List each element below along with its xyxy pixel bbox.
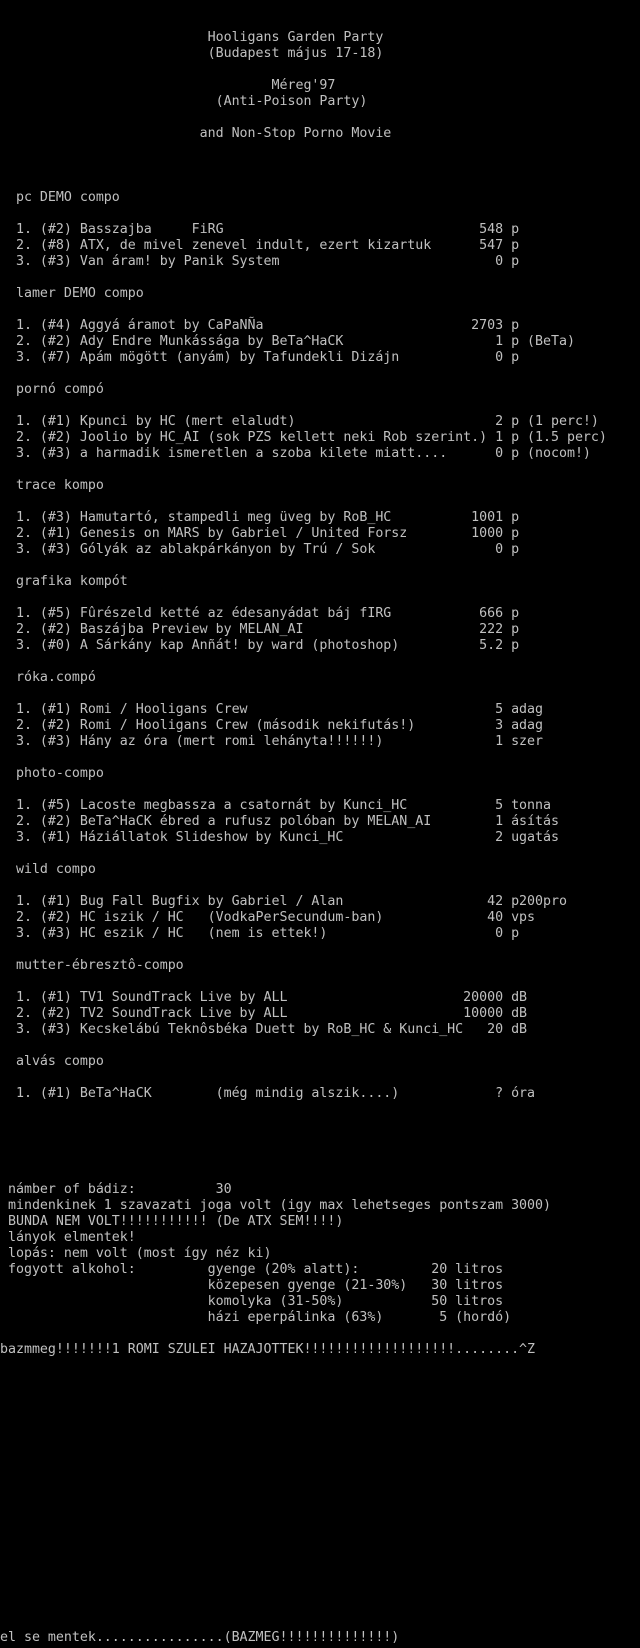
stats-line-bunda: BUNDA NEM VOLT!!!!!!!!!!! (De ATX SEM!!!!) [0,1214,344,1229]
result-line: 3. (#3) a harmadik ismeretlen a szoba kilete miatt.... 0 p (nocom!) [0,446,591,461]
stats-line-alcohol: közepesen gyenge (21-30%) 30 litros [0,1278,504,1293]
result-line: 2. (#2) BeTa^HaCK ébred a rufusz polóban by MELAN_AI 1 ásítás [0,814,559,829]
shout-line: bazmmeg!!!!!!!1 ROMI SZULEI HAZAJOTTEK!!!!!!!!!!!!!!!!!!!........^Z [0,1342,536,1357]
compo-title-mutter-ebreszto: mutter-ébresztô-compo [0,958,184,973]
stats-line-alcohol: komolyka (31-50%) 50 litros [0,1294,504,1309]
party-location-date: (Budapest május 17-18) [0,46,384,61]
compo-title-pc-demo: pc DEMO compo [0,190,120,205]
result-line: 1. (#1) Bug Fall Bugfix by Gabriel / Alan 42 p200pro [0,894,567,909]
result-line: 2. (#1) Genesis on MARS by Gabriel / United Forsz 1000 p [0,526,520,541]
result-line: 1. (#3) Hamutartó, stampedli meg üveg by RoB_HC 1001 p [0,510,520,525]
result-line: 3. (#3) Gólyák az ablakpárkányon by Trú / Sok 0 p [0,542,520,557]
party-title: Hooligans Garden Party [0,30,384,45]
result-line: 2. (#2) TV2 SoundTrack Live by ALL 10000 dB [0,1006,528,1021]
party-name: Méreg'97 [0,78,336,93]
result-line: 1. (#5) Lacoste megbassza a csatornát by Kunci_HC 5 tonna [0,798,551,813]
stats-line-alcohol: házi eperpálinka (63%) 5 (hordó) [0,1310,512,1325]
result-line: 3. (#1) Háziállatok Slideshow by Kunci_HC 2 ugatás [0,830,559,845]
compo-title-lamer-demo: lamer DEMO compo [0,286,144,301]
result-line: 1. (#2) Basszajba FiRG 548 p [0,222,520,237]
result-line: 1. (#4) Aggyá áramot by CaPaNÑa 2703 p [0,318,520,333]
result-line: 1. (#1) Kpunci by HC (mert elaludt) 2 p (1 perc!) [0,414,599,429]
compo-title-alvas: alvás compo [0,1054,104,1069]
result-line: 3. (#7) Apám mögött (anyám) by Tafundekli Dizájn 0 p [0,350,520,365]
party-name-subtitle: (Anti-Poison Party) [0,94,368,109]
result-line: 3. (#3) Kecskelábú Teknôsbéka Duett by RoB_HC & Kunci_HC 20 dB [0,1022,528,1037]
stats-line-votes: mindenkinek 1 szavazati joga volt (igy max lehetseges pontszam 3000) [0,1198,551,1213]
compo-title-porno: pornó compó [0,382,104,397]
compo-title-grafika: grafika kompót [0,574,128,589]
result-line: 2. (#8) ATX, de mivel zenevel indult, ezert kizartuk 547 p [0,238,520,253]
party-extra-line: and Non-Stop Porno Movie [0,126,392,141]
stats-line-alcohol: fogyott alkohol: gyenge (20% alatt): 20 litros [0,1262,504,1277]
compo-title-trace: trace kompo [0,478,104,493]
result-line: 3. (#3) Van áram! by Panik System 0 p [0,254,520,269]
result-line: 1. (#1) Romi / Hooligans Crew 5 adag [0,702,544,717]
result-line: 1. (#5) Fûrészeld ketté az édesanyádat báj fIRG 666 p [0,606,520,621]
stats-line-visitors: námber of bádiz: 30 [0,1182,232,1197]
result-line: 3. (#3) Hány az óra (mert romi lehányta!!!!!!) 1 szer [0,734,544,749]
footer-line: el se mentek................(BAZMEG!!!!!!!!!!!!!!) [0,1630,400,1645]
result-line: 3. (#3) HC eszik / HC (nem is ettek!) 0 p [0,926,520,941]
result-line: 2. (#2) Ady Endre Munkássága by BeTa^HaCK 1 p (BeTa) [0,334,575,349]
stats-line-girls: lányok elmentek! [0,1230,136,1245]
compo-title-wild: wild compo [0,862,96,877]
compo-title-roka: róka.compó [0,670,96,685]
result-line: 3. (#0) A Sárkány kap Anñát! by ward (photoshop) 5.2 p [0,638,520,653]
result-line: 2. (#2) Baszájba Preview by MELAN_AI 222 p [0,622,520,637]
result-line: 1. (#1) TV1 SoundTrack Live by ALL 20000 dB [0,990,528,1005]
result-line: 2. (#2) Joolio by HC_AI (sok PZS kellett neki Rob szerint.) 1 p (1.5 perc) [0,430,607,445]
result-line: 2. (#2) Romi / Hooligans Crew (második nekifutás!) 3 adag [0,718,544,733]
result-line: 1. (#1) BeTa^HaCK (még mindig alszik....) ? óra [0,1086,536,1101]
stats-line-theft: lopás: nem volt (most így néz ki) [0,1246,272,1261]
compo-title-photo: photo-compo [0,766,104,781]
result-line: 2. (#2) HC iszik / HC (VodkaPerSecundum-ban) 40 vps [0,910,536,925]
